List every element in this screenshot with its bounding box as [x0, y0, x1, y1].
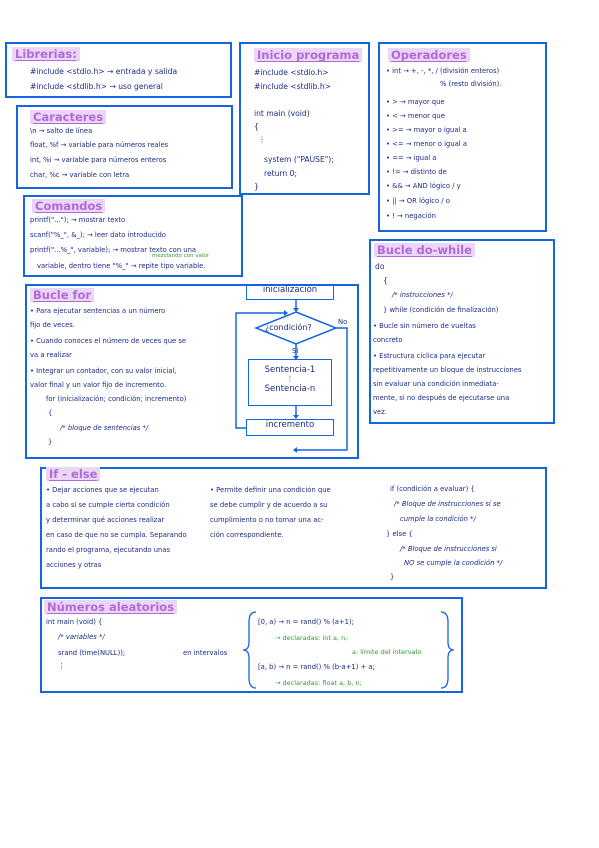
bucle-for-bullet: • Para ejecutar sentencias a un número	[30, 307, 166, 315]
librerias-line: #include <stdio.h> → entrada y salida	[30, 67, 178, 76]
operadores-line: • <= → menor o igual a	[386, 140, 468, 148]
inicio-line: {	[254, 122, 259, 131]
inicio-line: #include <stdlib.h>	[254, 82, 332, 91]
do-while-bullet: • Bucle sin número de vueltas	[373, 322, 476, 330]
if-else-col1: • Dejar acciones que se ejecutan	[46, 486, 159, 494]
flow-init-label: inicialización	[262, 285, 318, 295]
bucle-for-bullet: • Integrar un contador, con su valor inicial,	[30, 367, 177, 375]
operadores-line: • ! → negación	[386, 212, 436, 220]
do-while-bullet: repetitivamente un bloque de instrucciones	[373, 366, 522, 374]
if-else-col1: y determinar qué acciones realizar	[46, 516, 165, 524]
operadores-line: • && → AND lógico / y	[386, 182, 461, 190]
bucle-for-code: }	[48, 438, 53, 446]
aleatorios-code: int main (void) {	[46, 618, 103, 626]
flow-cond-label: ¿condición?	[265, 323, 312, 332]
if-else-col1: acciones y otras	[46, 561, 102, 569]
caracteres-line: float, %f → variable para números reales	[30, 141, 169, 149]
aleatorios-mid: en intervalos	[183, 649, 228, 657]
operadores-line: % (resto división).	[440, 80, 502, 88]
do-while-bullet: sin evaluar una condición inmediata-	[373, 380, 499, 388]
operadores-line: • < → menor que	[386, 112, 445, 120]
caracteres-line: \n → salto de línea	[30, 127, 93, 135]
caracteres-title: Caracteres	[30, 110, 106, 124]
comandos-line: scanf("%_", &_); → leer dato introducido	[30, 231, 166, 239]
if-else-col2: ción correspondiente.	[210, 531, 284, 539]
if-else-code: /* Bloque de instrucciones si se	[394, 500, 501, 508]
aleatorios-code: ⋮	[58, 662, 65, 670]
bucle-for-code: {	[48, 409, 53, 417]
operadores-line: • == → igual a	[386, 154, 437, 162]
if-else-col2: cumplimiento o no tomar una ac-	[210, 516, 324, 524]
aleatorios-right: → declaradas: int a, n;	[275, 634, 348, 642]
comandos-title: Comandos	[32, 199, 105, 213]
bucle-for-bullet: valor final y un valor fijo de incremento.	[30, 381, 167, 389]
flow-sentence-1: Sentencia-1	[264, 365, 316, 375]
if-else-code: if (condición a evaluar) {	[390, 485, 475, 493]
flow-no-label: No	[338, 318, 348, 326]
inicio-line: system ("PAUSE");	[264, 155, 334, 164]
if-else-col2: se debe cumplir y de acuerdo a su	[210, 501, 328, 509]
operadores-line: • int → +, -, *, / (división enteros)	[386, 67, 500, 75]
comandos-note: mezclando con valor	[152, 253, 210, 259]
if-else-title: If - else	[46, 467, 100, 481]
if-else-col2: • Permite definir una condición que	[210, 486, 331, 494]
inicio-line: #include <stdio.h>	[254, 68, 329, 77]
bucle-for-bullet: • Cuando conoces el número de veces que se	[30, 337, 187, 345]
do-while-bullet: • Estructura cíclica para ejecutar	[373, 352, 486, 360]
inicio-line: }	[254, 182, 259, 191]
right-brace	[441, 612, 454, 688]
do-while-title: Bucle do-while	[374, 243, 475, 257]
operadores-line: • >= → mayor o igual a	[386, 126, 467, 134]
aleatorios-right: a: límite del intervalo	[352, 648, 422, 656]
inicio-line: return 0;	[264, 169, 298, 178]
caracteres-line: char, %c → variable con letra	[30, 171, 130, 179]
aleatorios-title: Números aleatorios	[44, 600, 177, 614]
if-else-code: /* Bloque de instrucciones si	[400, 545, 497, 553]
do-while-code: } while (condición de finalización)	[383, 306, 499, 314]
operadores-line: • || → OR lógico / o	[386, 197, 450, 205]
comandos-line: variable, dentro tiene "%_" → repite tipo variable.	[37, 262, 206, 270]
aleatorios-right: → declaradas: float a, b, n;	[275, 679, 362, 687]
bucle-for-code: /* bloque de sentencias */	[60, 424, 149, 432]
do-while-bullet: vez.	[373, 408, 387, 416]
do-while-bullet: mente, si no después de ejecutarse una	[373, 394, 510, 402]
if-else-code: }	[390, 573, 395, 581]
inicio-title: Inicio programa	[254, 48, 362, 62]
flow-dots: ⋮	[286, 375, 294, 383]
librerias-title: Librerias:	[12, 47, 80, 61]
operadores-line: • != → distinto de	[386, 168, 447, 176]
aleatorios-right: [a, b) → n = rand() % (b-a+1) + a;	[258, 663, 375, 671]
flow-increment-label: incremento	[265, 420, 315, 430]
librerias-line: #include <stdlib.h> → uso general	[30, 82, 163, 91]
flow-sentence-n: Sentencia-n	[264, 384, 316, 394]
operadores-line: • > → mayor que	[386, 98, 445, 106]
if-else-code: cumple la condición */	[400, 515, 476, 523]
if-else-col1: en caso de que no se cumpla. Separando	[46, 531, 187, 539]
inicio-line: ⋮	[258, 135, 266, 144]
bucle-for-code: for (inicialización; condición; incremento)	[46, 395, 187, 403]
do-while-bullet: concreto	[373, 336, 403, 344]
do-while-code: {	[383, 276, 388, 285]
bucle-for-bullet: fijo de veces.	[30, 321, 75, 329]
comandos-line: printf("..."); → mostrar texto	[30, 216, 126, 224]
if-else-code: } else {	[386, 530, 413, 538]
if-else-col1: rando el programa, ejecutando unas	[46, 546, 171, 554]
inicio-line: int main (void)	[254, 109, 310, 118]
comandos-line: printf("...%_", variable); → mostrar texto con una	[30, 246, 197, 254]
caracteres-line: int, %i → variable para números enteros	[30, 156, 167, 164]
bucle-for-bullet: va a realizar	[30, 351, 72, 359]
do-while-code: do	[375, 262, 385, 271]
flow-si-label: Sí	[292, 347, 299, 355]
operadores-title: Operadores	[388, 48, 470, 62]
do-while-code: /* instrucciones */	[392, 291, 453, 299]
left-brace	[243, 612, 256, 688]
aleatorios-right: [0, a) → n = rand() % (a+1);	[258, 618, 354, 626]
aleatorios-code: srand (time(NULL));	[58, 649, 126, 657]
if-else-col1: a cabo si se cumple cierta condición	[46, 501, 170, 509]
bucle-for-title: Bucle for	[30, 288, 94, 302]
if-else-code: NO se cumple la condición */	[404, 559, 503, 567]
aleatorios-code: /* variables */	[58, 633, 105, 641]
